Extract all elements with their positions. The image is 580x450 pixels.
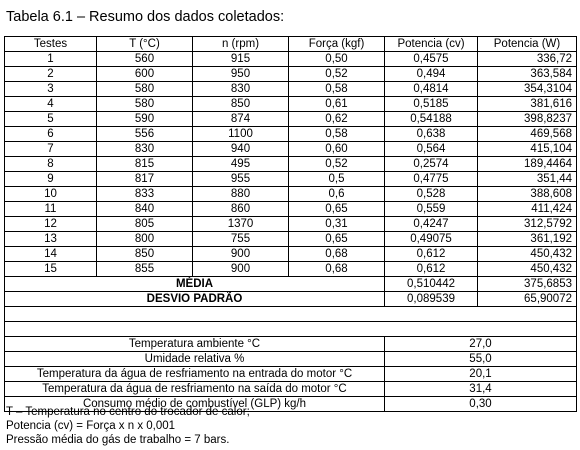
table-cell: 415,104 bbox=[478, 142, 577, 157]
table-row bbox=[5, 202, 577, 217]
table-cell: 0,4247 bbox=[385, 217, 478, 232]
condition-row bbox=[5, 382, 577, 397]
table-cell: 817 bbox=[97, 172, 193, 187]
table-cell: 8 bbox=[5, 157, 97, 172]
summary-row bbox=[5, 292, 577, 307]
table-cell: 940 bbox=[193, 142, 289, 157]
table-cell: 560 bbox=[97, 52, 193, 67]
table-cell: 1 bbox=[5, 52, 97, 67]
footnote: T – Temperatura no centro do trocador de calor; bbox=[6, 406, 250, 418]
table-cell: 590 bbox=[97, 112, 193, 127]
table-caption: Tabela 6.1 – Resumo dos dados coletados: bbox=[6, 9, 285, 25]
table-cell: 495 bbox=[193, 157, 289, 172]
condition-value: 55,0 bbox=[385, 352, 577, 367]
table-row bbox=[5, 232, 577, 247]
header-cell: Força (kgf) bbox=[289, 37, 385, 52]
table-row bbox=[5, 187, 577, 202]
table-row bbox=[5, 217, 577, 232]
data-table-body bbox=[5, 37, 577, 412]
summary-cv-value: 0,089539 bbox=[385, 292, 478, 307]
footnote: Pressão média do gás de trabalho = 7 bars. bbox=[6, 434, 230, 446]
summary-w-value: 65,90072 bbox=[478, 292, 577, 307]
table-cell: 388,608 bbox=[478, 187, 577, 202]
table-cell: 950 bbox=[193, 67, 289, 82]
table-row bbox=[5, 97, 577, 112]
table-cell: 0,612 bbox=[385, 262, 478, 277]
table-cell: 850 bbox=[193, 97, 289, 112]
table-cell: 0,52 bbox=[289, 157, 385, 172]
condition-label: Temperatura da água de resfriamento na entrada do motor °C bbox=[5, 367, 385, 382]
table-cell: 0,528 bbox=[385, 187, 478, 202]
header-cell: T (°C) bbox=[97, 37, 193, 52]
header-cell: n (rpm) bbox=[193, 37, 289, 52]
header-cell: Potencia (W) bbox=[478, 37, 577, 52]
condition-row bbox=[5, 337, 577, 352]
table-cell: 189,4464 bbox=[478, 157, 577, 172]
condition-value: 20,1 bbox=[385, 367, 577, 382]
table-cell: 381,616 bbox=[478, 97, 577, 112]
condition-value: 0,30 bbox=[385, 397, 577, 412]
table-cell: 0,4575 bbox=[385, 52, 478, 67]
table-row bbox=[5, 247, 577, 262]
table-cell: 398,8237 bbox=[478, 112, 577, 127]
table-cell: 0,4814 bbox=[385, 82, 478, 97]
table-cell: 755 bbox=[193, 232, 289, 247]
table-cell: 363,584 bbox=[478, 67, 577, 82]
table-cell: 0,5185 bbox=[385, 97, 478, 112]
table-cell: 580 bbox=[97, 82, 193, 97]
table-cell: 11 bbox=[5, 202, 97, 217]
table-cell: 580 bbox=[97, 97, 193, 112]
table-row bbox=[5, 82, 577, 97]
footnotes bbox=[6, 405, 250, 447]
table-cell: 830 bbox=[97, 142, 193, 157]
table-cell: 0,5 bbox=[289, 172, 385, 187]
table-cell: 0,54188 bbox=[385, 112, 478, 127]
condition-label: Umidade relativa % bbox=[5, 352, 385, 367]
table-cell: 850 bbox=[97, 247, 193, 262]
blank-cell bbox=[5, 307, 577, 322]
table-cell: 15 bbox=[5, 262, 97, 277]
table-cell: 0,65 bbox=[289, 232, 385, 247]
table-cell: 860 bbox=[193, 202, 289, 217]
table-cell: 13 bbox=[5, 232, 97, 247]
summary-row bbox=[5, 277, 577, 292]
table-cell: 0,68 bbox=[289, 262, 385, 277]
table-cell: 915 bbox=[193, 52, 289, 67]
table-cell: 0,60 bbox=[289, 142, 385, 157]
table-cell: 0,62 bbox=[289, 112, 385, 127]
table-cell: 800 bbox=[97, 232, 193, 247]
condition-row bbox=[5, 367, 577, 382]
table-cell: 469,568 bbox=[478, 127, 577, 142]
table-cell: 556 bbox=[97, 127, 193, 142]
table-cell: 0,559 bbox=[385, 202, 478, 217]
table-cell: 361,192 bbox=[478, 232, 577, 247]
table-cell: 0,52 bbox=[289, 67, 385, 82]
summary-label: DESVIO PADRÃO bbox=[5, 292, 385, 307]
table-cell: 4 bbox=[5, 97, 97, 112]
data-table bbox=[4, 36, 577, 412]
table-cell: 450,432 bbox=[478, 262, 577, 277]
table-cell: 0,2574 bbox=[385, 157, 478, 172]
table-cell: 955 bbox=[193, 172, 289, 187]
table-cell: 900 bbox=[193, 247, 289, 262]
condition-row bbox=[5, 352, 577, 367]
table-cell: 10 bbox=[5, 187, 97, 202]
table-row bbox=[5, 127, 577, 142]
table-cell: 6 bbox=[5, 127, 97, 142]
table-cell: 880 bbox=[193, 187, 289, 202]
condition-label: Temperatura ambiente °C bbox=[5, 337, 385, 352]
table-row bbox=[5, 262, 577, 277]
table-cell: 0,50 bbox=[289, 52, 385, 67]
table-cell: 312,5792 bbox=[478, 217, 577, 232]
table-cell: 12 bbox=[5, 217, 97, 232]
table-cell: 840 bbox=[97, 202, 193, 217]
table-cell: 0,6 bbox=[289, 187, 385, 202]
header-cell: Testes bbox=[5, 37, 97, 52]
table-cell: 600 bbox=[97, 67, 193, 82]
table-cell: 855 bbox=[97, 262, 193, 277]
table-row bbox=[5, 172, 577, 187]
condition-label: Temperatura da água de resfriamento na saída do motor °C bbox=[5, 382, 385, 397]
table-cell: 1370 bbox=[193, 217, 289, 232]
table-row bbox=[5, 67, 577, 82]
table-cell: 14 bbox=[5, 247, 97, 262]
table-cell: 2 bbox=[5, 67, 97, 82]
table-cell: 0,494 bbox=[385, 67, 478, 82]
table-cell: 0,564 bbox=[385, 142, 478, 157]
table-row bbox=[5, 157, 577, 172]
table-cell: 9 bbox=[5, 172, 97, 187]
table-row bbox=[5, 52, 577, 67]
table-cell: 805 bbox=[97, 217, 193, 232]
table-cell: 5 bbox=[5, 112, 97, 127]
blank-cell bbox=[5, 322, 577, 337]
summary-w-value: 375,6853 bbox=[478, 277, 577, 292]
table-cell: 0,61 bbox=[289, 97, 385, 112]
table-cell: 0,612 bbox=[385, 247, 478, 262]
table-cell: 411,424 bbox=[478, 202, 577, 217]
header-cell: Potencia (cv) bbox=[385, 37, 478, 52]
table-cell: 0,638 bbox=[385, 127, 478, 142]
condition-label: Consumo médio de combustível (GLP) kg/h bbox=[5, 397, 385, 412]
table-cell: 351,44 bbox=[478, 172, 577, 187]
table-cell: 815 bbox=[97, 157, 193, 172]
blank-row bbox=[5, 307, 577, 322]
table-cell: 0,68 bbox=[289, 247, 385, 262]
table-cell: 450,432 bbox=[478, 247, 577, 262]
table-cell: 0,58 bbox=[289, 82, 385, 97]
summary-label: MÉDIA bbox=[5, 277, 385, 292]
table-cell: 0,31 bbox=[289, 217, 385, 232]
table-cell: 900 bbox=[193, 262, 289, 277]
table-cell: 7 bbox=[5, 142, 97, 157]
header-row bbox=[5, 37, 577, 52]
table-cell: 3 bbox=[5, 82, 97, 97]
table-cell: 0,58 bbox=[289, 127, 385, 142]
table-cell: 354,3104 bbox=[478, 82, 577, 97]
table-cell: 0,49075 bbox=[385, 232, 478, 247]
table-cell: 833 bbox=[97, 187, 193, 202]
table-row bbox=[5, 142, 577, 157]
footnote: Potencia (cv) = Força x n x 0,001 bbox=[6, 420, 176, 432]
condition-value: 31,4 bbox=[385, 382, 577, 397]
summary-cv-value: 0,510442 bbox=[385, 277, 478, 292]
table-cell: 874 bbox=[193, 112, 289, 127]
table-cell: 0,65 bbox=[289, 202, 385, 217]
table-cell: 0,4775 bbox=[385, 172, 478, 187]
table-cell: 1100 bbox=[193, 127, 289, 142]
table-row bbox=[5, 112, 577, 127]
table-cell: 830 bbox=[193, 82, 289, 97]
table-cell: 336,72 bbox=[478, 52, 577, 67]
blank-row bbox=[5, 322, 577, 337]
condition-value: 27,0 bbox=[385, 337, 577, 352]
